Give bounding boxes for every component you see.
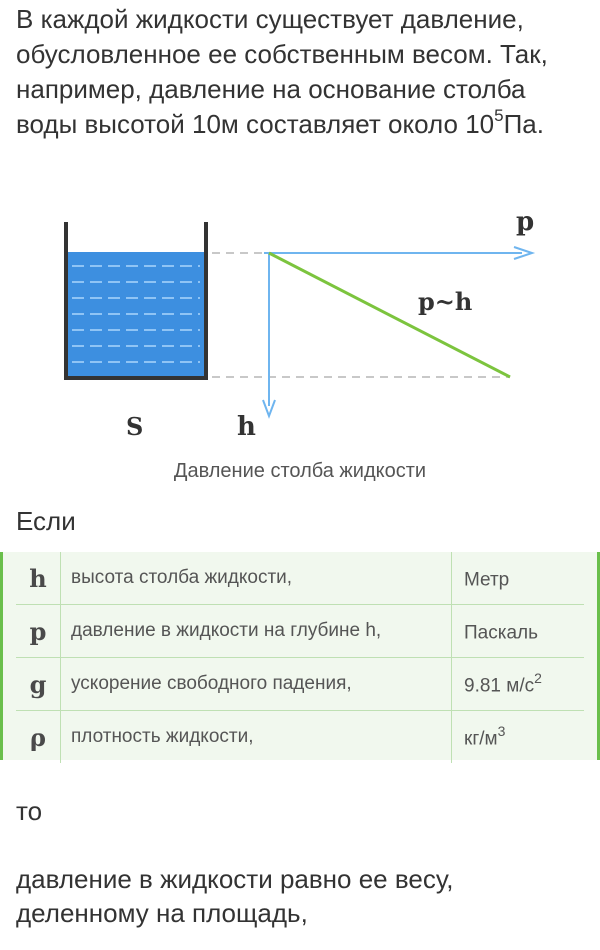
table-row [16,605,584,658]
h-axis-label: h [237,412,256,442]
table-row [16,711,584,764]
variable-unit-text: 9.81 м/с [464,675,535,697]
variable-unit [452,711,585,764]
figure-caption: Давление столба жидкости [173,460,427,482]
variable-description: высота столба жидкости, [61,552,452,605]
variable-unit [452,552,585,605]
variable-symbol: g [16,658,61,711]
variable-unit-exponent: 3 [497,722,506,739]
variables-table [16,552,584,763]
table-row [16,552,584,605]
result-paragraph: давление в жидкости равно ее весу, деленному на площадь, [16,864,454,928]
area-label: S [126,412,144,441]
variable-unit [452,605,585,658]
variable-unit [452,658,585,711]
intro-paragraph [16,2,586,142]
intro-tail: Па. [503,109,544,139]
relation-label: p~h [418,287,473,316]
variable-description: плотность жидкости, [61,711,452,764]
variable-description: давление в жидкости на глубине h, [61,605,452,658]
variable-symbol: p [16,605,61,658]
intro-text: В каждой жидкости существует давление, обусловленное ее собственным весом. Так, например, давление на основание столба воды высотой 10м составляет около 10 [16,4,548,139]
variable-unit-text: Метр [464,569,510,591]
variables-panel [0,552,600,760]
variable-unit-text: кг/м [464,728,498,750]
pressure-line [269,253,510,377]
variable-description: ускорение свободного падения, [61,658,452,711]
pressure-diagram [0,210,600,450]
variable-symbol: h [16,552,61,605]
variable-unit-exponent: 2 [534,669,542,686]
table-row [16,658,584,711]
to-label: то [16,796,43,826]
intro-exponent: 5 [494,106,504,126]
variable-unit-text: Паскаль [464,622,539,644]
if-label: Если [16,506,76,536]
p-axis-label: p [516,210,535,237]
variable-symbol: ρ [16,711,61,764]
